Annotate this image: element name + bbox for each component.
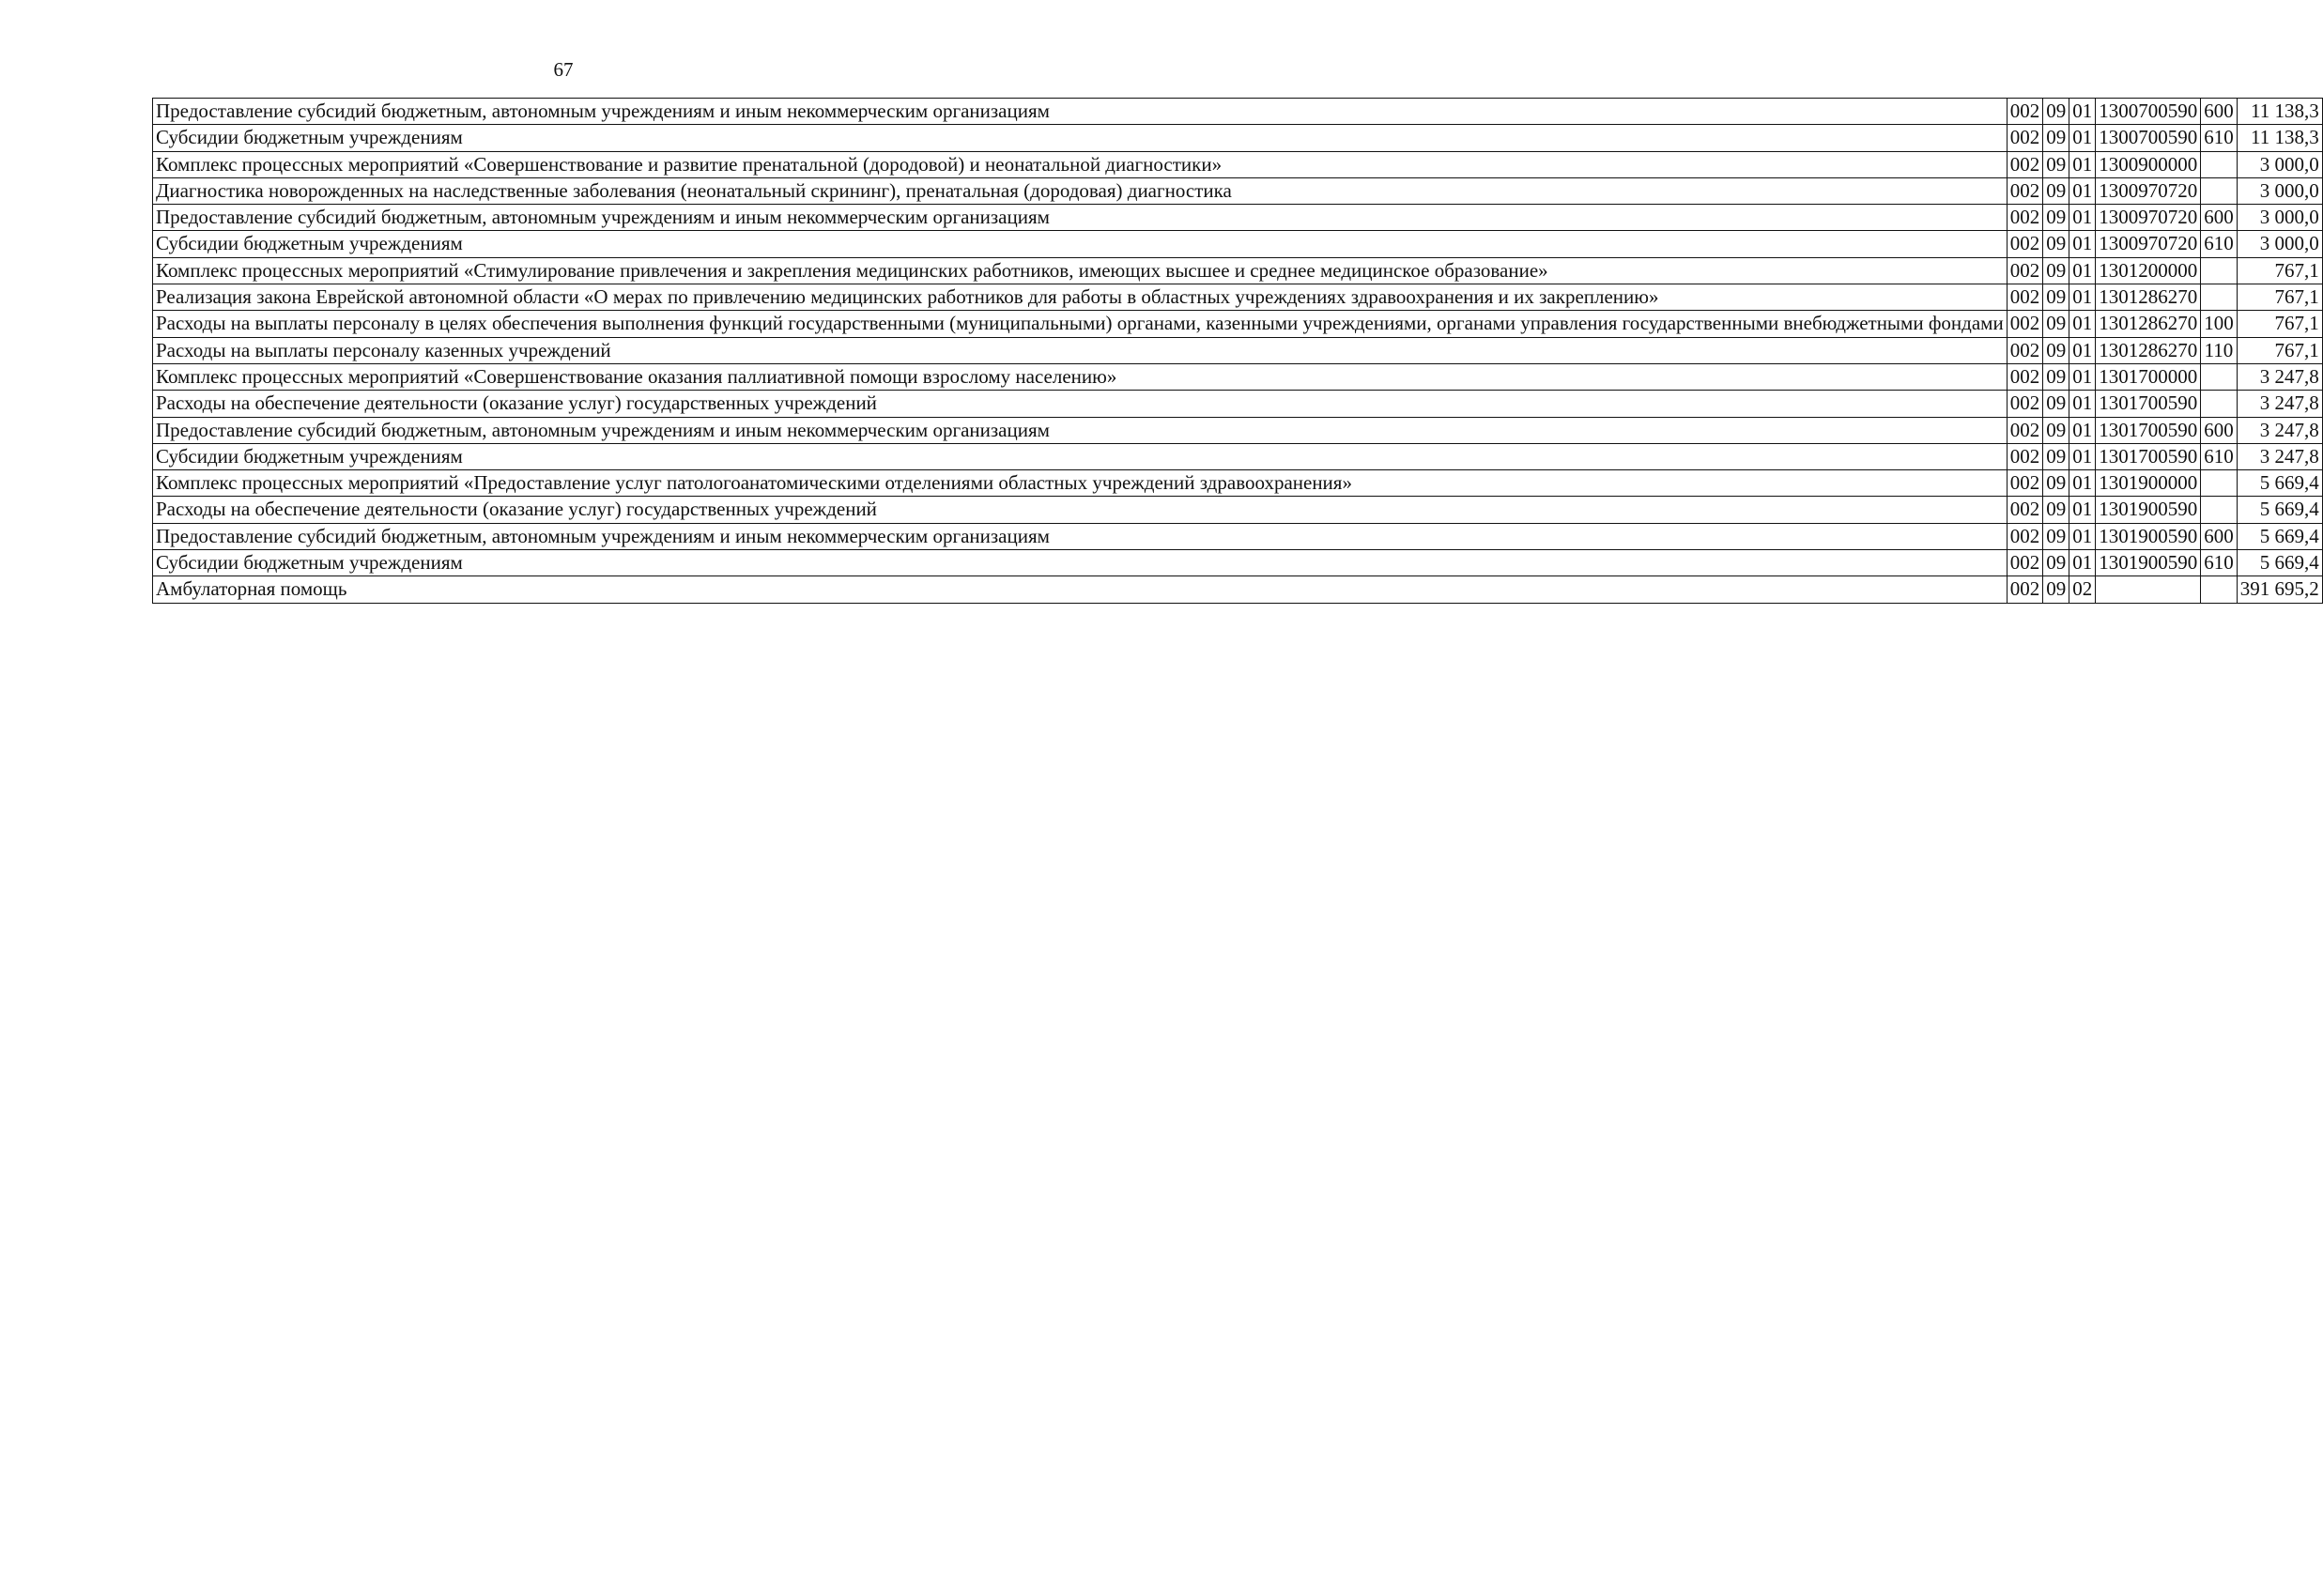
row-name-cell: Предоставление субсидий бюджетным, автономным учреждениям и иным некоммерческим организациям — [153, 417, 2008, 443]
table-row — [153, 391, 2323, 417]
row-name-cell: Предоставление субсидий бюджетным, автономным учреждениям и иным некоммерческим организациям — [153, 205, 2008, 231]
section-code-cell: 09 — [2043, 363, 2069, 390]
amount-cell: 11 138,3 — [2237, 125, 2322, 151]
target-article-cell: 1301700590 — [2096, 443, 2201, 469]
section-code-cell: 09 — [2043, 311, 2069, 337]
section-code-cell: 09 — [2043, 497, 2069, 523]
department-code-cell: 002 — [2007, 470, 2043, 497]
amount-cell: 767,1 — [2237, 311, 2322, 337]
subsection-code-cell: 01 — [2069, 550, 2096, 576]
row-name-cell: Предоставление субсидий бюджетным, автономным учреждениям и иным некоммерческим организациям — [153, 99, 2008, 125]
subsection-code-cell: 01 — [2069, 391, 2096, 417]
expense-type-cell — [2201, 391, 2238, 417]
subsection-code-cell: 01 — [2069, 231, 2096, 257]
table-row — [153, 417, 2323, 443]
amount-cell: 3 000,0 — [2237, 205, 2322, 231]
expense-type-cell — [2201, 177, 2238, 204]
amount-cell: 3 247,8 — [2237, 417, 2322, 443]
table-row — [153, 497, 2323, 523]
department-code-cell: 002 — [2007, 231, 2043, 257]
subsection-code-cell: 01 — [2069, 363, 2096, 390]
expense-type-cell: 100 — [2201, 311, 2238, 337]
amount-cell: 767,1 — [2237, 257, 2322, 284]
target-article-cell: 1301700590 — [2096, 417, 2201, 443]
amount-cell: 11 138,3 — [2237, 99, 2322, 125]
table-row — [153, 363, 2323, 390]
budget-table-body — [153, 99, 2323, 604]
expense-type-cell — [2201, 257, 2238, 284]
target-article-cell — [2096, 576, 2201, 603]
table-row — [153, 470, 2323, 497]
target-article-cell: 1300970720 — [2096, 177, 2201, 204]
amount-cell: 391 695,2 — [2237, 576, 2322, 603]
department-code-cell: 002 — [2007, 151, 2043, 177]
expense-type-cell: 610 — [2201, 550, 2238, 576]
subsection-code-cell: 01 — [2069, 470, 2096, 497]
expense-type-cell: 110 — [2201, 337, 2238, 363]
department-code-cell: 002 — [2007, 205, 2043, 231]
department-code-cell: 002 — [2007, 497, 2043, 523]
subsection-code-cell: 01 — [2069, 151, 2096, 177]
expense-type-cell: 610 — [2201, 443, 2238, 469]
section-code-cell: 09 — [2043, 391, 2069, 417]
target-article-cell: 1301900590 — [2096, 550, 2201, 576]
row-name-cell: Диагностика новорожденных на наследственные заболевания (неонатальный скрининг), пренатальная (дородовая) диагностика — [153, 177, 2008, 204]
section-code-cell: 09 — [2043, 443, 2069, 469]
expense-type-cell: 600 — [2201, 205, 2238, 231]
department-code-cell: 002 — [2007, 284, 2043, 311]
amount-cell: 5 669,4 — [2237, 523, 2322, 549]
department-code-cell: 002 — [2007, 99, 2043, 125]
department-code-cell: 002 — [2007, 391, 2043, 417]
section-code-cell: 09 — [2043, 337, 2069, 363]
section-code-cell: 09 — [2043, 205, 2069, 231]
page-number: 67 — [553, 58, 574, 81]
table-row — [153, 311, 2323, 337]
amount-cell: 3 000,0 — [2237, 151, 2322, 177]
row-name-cell: Расходы на выплаты персоналу в целях обеспечения выполнения функций государственными (муниципальными) органами, казенными учреждениями, органами управления государственными внебюджетными фондами — [153, 311, 2008, 337]
section-code-cell: 09 — [2043, 576, 2069, 603]
section-code-cell: 09 — [2043, 523, 2069, 549]
department-code-cell: 002 — [2007, 125, 2043, 151]
target-article-cell: 1301286270 — [2096, 337, 2201, 363]
section-code-cell: 09 — [2043, 257, 2069, 284]
amount-cell: 3 247,8 — [2237, 443, 2322, 469]
amount-cell: 5 669,4 — [2237, 550, 2322, 576]
target-article-cell: 1301900590 — [2096, 523, 2201, 549]
section-code-cell: 09 — [2043, 151, 2069, 177]
row-name-cell: Комплекс процессных мероприятий «Совершенствование оказания паллиативной помощи взрослому населению» — [153, 363, 2008, 390]
section-code-cell: 09 — [2043, 417, 2069, 443]
table-row — [153, 576, 2323, 603]
expense-type-cell: 610 — [2201, 125, 2238, 151]
amount-cell: 3 247,8 — [2237, 363, 2322, 390]
table-row — [153, 257, 2323, 284]
subsection-code-cell: 01 — [2069, 99, 2096, 125]
amount-cell: 767,1 — [2237, 337, 2322, 363]
subsection-code-cell: 01 — [2069, 177, 2096, 204]
amount-cell: 767,1 — [2237, 284, 2322, 311]
department-code-cell: 002 — [2007, 177, 2043, 204]
subsection-code-cell: 01 — [2069, 205, 2096, 231]
subsection-code-cell: 01 — [2069, 337, 2096, 363]
subsection-code-cell: 02 — [2069, 576, 2096, 603]
subsection-code-cell: 01 — [2069, 443, 2096, 469]
subsection-code-cell: 01 — [2069, 497, 2096, 523]
budget-table — [152, 98, 2323, 604]
target-article-cell: 1300970720 — [2096, 231, 2201, 257]
department-code-cell: 002 — [2007, 523, 2043, 549]
row-name-cell: Субсидии бюджетным учреждениям — [153, 550, 2008, 576]
table-row — [153, 443, 2323, 469]
department-code-cell: 002 — [2007, 257, 2043, 284]
department-code-cell: 002 — [2007, 363, 2043, 390]
expense-type-cell — [2201, 151, 2238, 177]
table-row — [153, 205, 2323, 231]
target-article-cell: 1301286270 — [2096, 311, 2201, 337]
table-row — [153, 151, 2323, 177]
table-row — [153, 284, 2323, 311]
subsection-code-cell: 01 — [2069, 311, 2096, 337]
expense-type-cell: 600 — [2201, 417, 2238, 443]
target-article-cell: 1301700590 — [2096, 391, 2201, 417]
table-row — [153, 523, 2323, 549]
subsection-code-cell: 01 — [2069, 417, 2096, 443]
subsection-code-cell: 01 — [2069, 257, 2096, 284]
amount-cell: 3 247,8 — [2237, 391, 2322, 417]
target-article-cell: 1300700590 — [2096, 99, 2201, 125]
amount-cell: 5 669,4 — [2237, 470, 2322, 497]
department-code-cell: 002 — [2007, 576, 2043, 603]
row-name-cell: Предоставление субсидий бюджетным, автономным учреждениям и иным некоммерческим организациям — [153, 523, 2008, 549]
table-row — [153, 99, 2323, 125]
row-name-cell: Комплекс процессных мероприятий «Предоставление услуг патологоанатомическими отделениями областных учреждений здравоохранения» — [153, 470, 2008, 497]
target-article-cell: 1301200000 — [2096, 257, 2201, 284]
table-row — [153, 550, 2323, 576]
row-name-cell: Комплекс процессных мероприятий «Совершенствование и развитие пренатальной (дородовой) и неонатальной диагностики» — [153, 151, 2008, 177]
row-name-cell: Комплекс процессных мероприятий «Стимулирование привлечения и закрепления медицинских работников, имеющих высшее и среднее медицинское образование» — [153, 257, 2008, 284]
section-code-cell: 09 — [2043, 125, 2069, 151]
subsection-code-cell: 01 — [2069, 284, 2096, 311]
expense-type-cell — [2201, 363, 2238, 390]
amount-cell: 3 000,0 — [2237, 231, 2322, 257]
expense-type-cell: 600 — [2201, 99, 2238, 125]
row-name-cell: Амбулаторная помощь — [153, 576, 2008, 603]
section-code-cell: 09 — [2043, 550, 2069, 576]
row-name-cell: Субсидии бюджетным учреждениям — [153, 231, 2008, 257]
target-article-cell: 1300700590 — [2096, 125, 2201, 151]
section-code-cell: 09 — [2043, 284, 2069, 311]
expense-type-cell — [2201, 497, 2238, 523]
section-code-cell: 09 — [2043, 99, 2069, 125]
table-row — [153, 231, 2323, 257]
row-name-cell: Субсидии бюджетным учреждениям — [153, 125, 2008, 151]
section-code-cell: 09 — [2043, 177, 2069, 204]
row-name-cell: Расходы на обеспечение деятельности (оказание услуг) государственных учреждений — [153, 391, 2008, 417]
expense-type-cell — [2201, 576, 2238, 603]
department-code-cell: 002 — [2007, 443, 2043, 469]
subsection-code-cell: 01 — [2069, 125, 2096, 151]
target-article-cell: 1300970720 — [2096, 205, 2201, 231]
expense-type-cell: 600 — [2201, 523, 2238, 549]
row-name-cell: Расходы на выплаты персоналу казенных учреждений — [153, 337, 2008, 363]
section-code-cell: 09 — [2043, 470, 2069, 497]
expense-type-cell: 610 — [2201, 231, 2238, 257]
row-name-cell: Реализация закона Еврейской автономной области «О мерах по привлечению медицинских работников для работы в областных учреждениях здравоохранения и их закреплению» — [153, 284, 2008, 311]
amount-cell: 5 669,4 — [2237, 497, 2322, 523]
amount-cell: 3 000,0 — [2237, 177, 2322, 204]
table-row — [153, 177, 2323, 204]
department-code-cell: 002 — [2007, 337, 2043, 363]
expense-type-cell — [2201, 284, 2238, 311]
table-row — [153, 337, 2323, 363]
row-name-cell: Субсидии бюджетным учреждениям — [153, 443, 2008, 469]
subsection-code-cell: 01 — [2069, 523, 2096, 549]
target-article-cell: 1301900590 — [2096, 497, 2201, 523]
expense-type-cell — [2201, 470, 2238, 497]
table-row — [153, 125, 2323, 151]
department-code-cell: 002 — [2007, 311, 2043, 337]
target-article-cell: 1301286270 — [2096, 284, 2201, 311]
department-code-cell: 002 — [2007, 417, 2043, 443]
section-code-cell: 09 — [2043, 231, 2069, 257]
target-article-cell: 1301900000 — [2096, 470, 2201, 497]
target-article-cell: 1300900000 — [2096, 151, 2201, 177]
row-name-cell: Расходы на обеспечение деятельности (оказание услуг) государственных учреждений — [153, 497, 2008, 523]
target-article-cell: 1301700000 — [2096, 363, 2201, 390]
department-code-cell: 002 — [2007, 550, 2043, 576]
